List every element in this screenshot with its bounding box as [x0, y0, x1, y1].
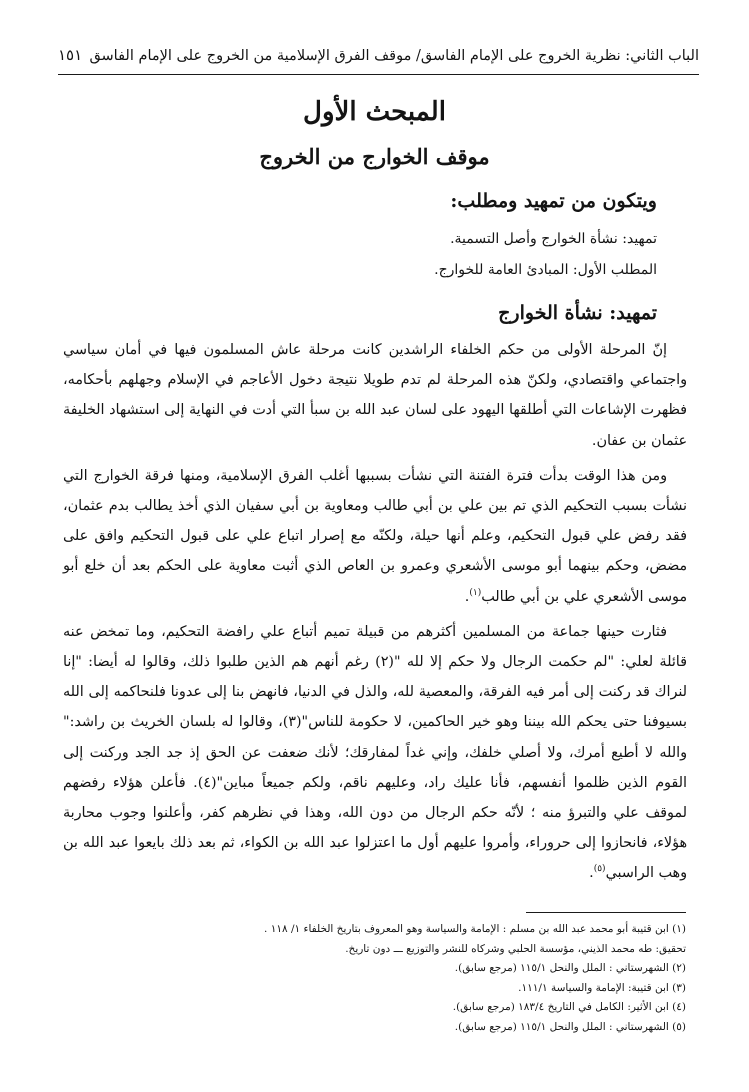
paragraph-text: ومن هذا الوقت بدأت فترة الفتنة التي نشأت بسببها أغلب الفرق الإسلامية، ومنها فرقة الخوارج التي نشأت بسبب التحكيم الذي تم بين علي بن أبي طالب ومعاوية بن أبي سفيان الذي أخذ يطالب بدم عثمان، فقد رفض علي قبول التحكيم، وعلم أنها حيلة، ولكنّه مع إصرار اتباع علي على قبول التحكيم وافق على مضض، وحكم بينهما أبو موسى الأشعري وعمرو بن العاص الذي أثبت معاوية على الحكم بعد أن خلع أبو موسى الأشعري علي بن أبي طالب	[63, 467, 687, 605]
footnote: (١) ابن قتيبة أبو محمد عبد الله بن مسلم : الإمامة والسياسة وهو المعروف بتاريخ الخلفاء ١/ ١١٨ .	[264, 923, 686, 935]
page-number: ١٥١	[58, 46, 83, 64]
footnote: (٥) الشهرستاني : الملل والنحل ١١٥/١ (مرجع سابق).	[454, 1020, 686, 1033]
footnote: (٣) ابن قتيبة: الإمامة والسياسة ١١١/١.	[518, 981, 686, 994]
header-rule	[58, 74, 699, 75]
footnote: (٢) الشهرستاني : الملل والنحل ١١٥/١ (مرجع سابق).	[454, 962, 686, 974]
paragraph-text: فثارت حينها جماعة من المسلمين أكثرهم من قبيلة تميم أتباع علي رافضة التحكيم، وما تمخض عنه قائلة لعلي: "لم حكمت الرجال ولا حكم إلا لله "(٢) رغم أنهم هم الذين طلبوا ذلك، وقالوا له أيضا: "إنا لنراك قد ركنت إلى أمر فيه الفرقة، والمعصية لله، والذل في الدنيا، فانهض بنا إلى عدونا فلنحاكمه إلى الله بسيوفنا حتى يحكم الله بيننا وهو خير الحاكمين، لا حكومة للناس"(٣)، وقالوا له بلسان الخريث بن راشد:" والله لا أطيع أمرك، ولا أصلي خلفك، وإني غداً لمفارقك؛ لأنك ضعفت عن الحق إذ جد الجد وركنت إلى القوم الذين ظلموا أنفسهم، فأنا عليك راد، وعليهم ناقم، ولكم جميعاً مباين"(٤). فأعلن هؤلاء رفضهم لموقف علي والتبرؤ منه ؛ لأنّه حكم الرجال من دون الله، وهذا في نظرهم كفر، وأعلنوا وجوب محاربة هؤلاء، فانحازوا إلى حروراء، وأمروا عليهم أول ما اعتزلوا عبد الله بن الكواء، ثم بعد ذلك بايعوا عبد الله بن وهب الراسبي	[63, 623, 687, 882]
paragraph-text: إنّ المرحلة الأولى من حكم الخلفاء الراشدين كانت مرحلة عاش المسلمون فيها في أمان سياسي واجتماعي واقتصادي، ولكنّ هذه المرحلة لم تدم طويلا نتيجة دخول الأعاجم في الإسلام وجهلهم بأحكامه، فظهرت الإشاعات التي أطلقها اليهود على لسان عبد الله بن سبأ التي أدت في النهاية إلى استشهاد الخليفة عثمان بن عفان.	[63, 342, 687, 449]
toc-item: المطلب الأول: المبادئ العامة للخوارج.	[434, 262, 657, 278]
paragraph: ومن هذا الوقت بدأت فترة الفتنة التي نشأت بسببها أغلب الفرق الإسلامية، ومنها فرقة الخوارج التي نشأت بسبب التحكيم الذي تم بين علي بن أبي طالب ومعاوية بن أبي سفيان الذي أخذ يطالب بدم عثمان، فقد رفض علي قبول التحكيم، وعلم أنها حيلة، ولكنّه مع إصرار اتباع علي على قبول التحكيم وافق على مضض، وحكم بينهما أبو موسى الأشعري وعمرو بن العاص الذي أثبت معاوية على الحكم بعد أن خلع أبو موسى الأشعري علي بن أبي طالب$^{(١)}$.	[63, 467, 687, 605]
chapter-subtitle: موقف الخوارج من الخروج	[259, 144, 490, 169]
chapter-title: المبحث الأول	[303, 97, 446, 127]
paragraph: فثارت حينها جماعة من المسلمين أكثرهم من قبيلة تميم أتباع علي رافضة التحكيم، وما تمخض عنه قائلة لعلي: "لم حكمت الرجال ولا حكم إلا لله "(٢) رغم أنهم هم الذين طلبوا ذلك، وقالوا له أيضا: "إنا لنراك قد ركنت إلى أمر فيه الفرقة، والمعصية لله، والذل في الدنيا، فانهض بنا إلى عدونا فلنحاكمه إلى الله بسيوفنا حتى يحكم الله بيننا وهو خير الحاكمين، لا حكومة للناس"(٣)، وقالوا له بلسان الخريث بن راشد:" والله لا أطيع أمرك، ولا أصلي خلفك، وإني غداً لمفارقك؛ لأنك ضعفت عن الحق إذ جد الجد وركنت إلى القوم الذين ظلموا أنفسهم، فأنا عليك راد، وعليهم ناقم، ولكم جميعاً مباين"(٤). فأعلن هؤلاء رفضهم لموقف علي والتبرؤ منه ؛ لأنّه حكم الرجال من دون الله، وهذا في نظرهم كفر، وأعلنوا وجوب محاربة هؤلاء، فانحازوا إلى حروراء، وأمروا عليهم أول ما اعتزلوا عبد الله بن الكواء، ثم بعد ذلك بايعوا عبد الله بن وهب الراسبي$^{(٥)}$.	[63, 623, 687, 882]
running-head-title: الباب الثاني: نظرية الخروج على الإمام الفاسق/ موقف الفرق الإسلامية من الخروج على الإمام الفاسق	[89, 48, 699, 64]
footnote: (٤) ابن الأثير: الكامل في التاريخ ١٨٣/٤ (مرجع سابق).	[452, 1001, 686, 1013]
comprises-heading: ويتكون من تمهيد ومطلب:	[450, 190, 657, 212]
footnote: تحقيق: طه محمد الذيني، مؤسسة الحلبي وشركاه للنشر والتوزيع ـــ دون تاريخ.	[345, 942, 686, 955]
footnote-rule	[526, 912, 686, 913]
footnote-ref: (١)	[469, 587, 482, 598]
running-head	[58, 46, 699, 70]
body-text	[63, 335, 687, 889]
paragraph	[63, 335, 687, 456]
section-heading: تمهيد: نشأة الخوارج	[498, 302, 657, 324]
toc-item: تمهيد: نشأة الخوارج وأصل التسمية.	[450, 231, 657, 247]
footnotes	[63, 920, 686, 1037]
footnote-ref: (٥)	[593, 864, 606, 875]
